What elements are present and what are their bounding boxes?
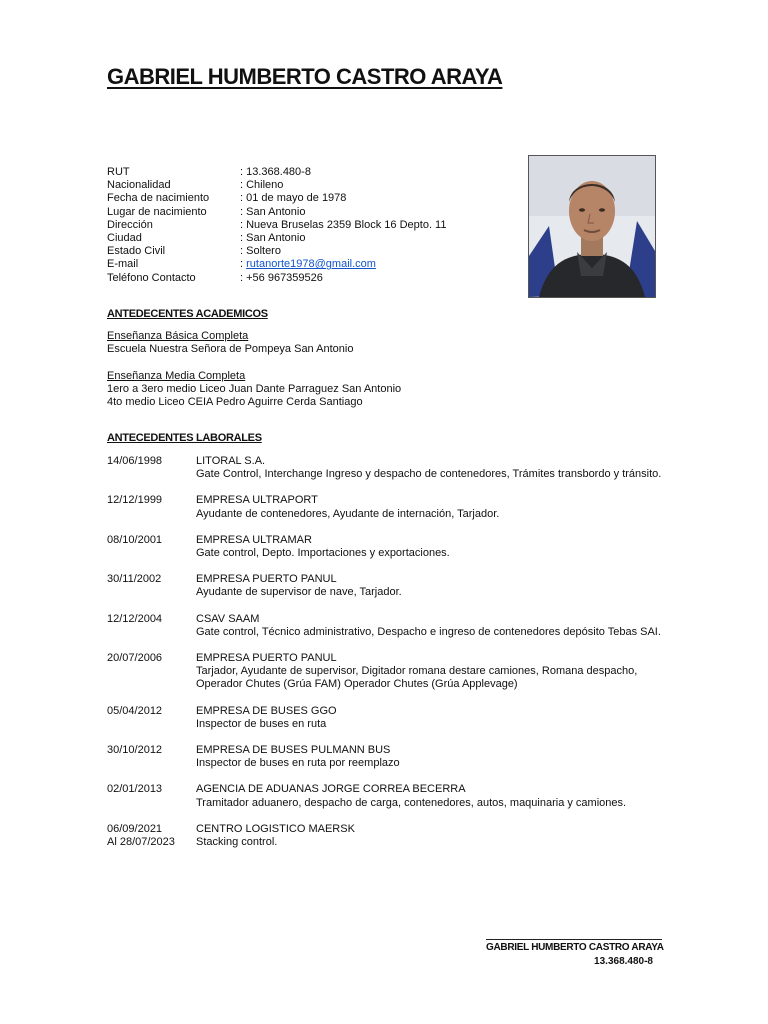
academic-heading: ANTEDECENTES ACADEMICOS (107, 308, 268, 320)
job-company: AGENCIA DE ADUANAS JORGE CORREA BECERRA (196, 783, 466, 796)
job-body (196, 823, 676, 849)
job-detail: Tarjador, Ayudante de supervisor, Digitador romana destare camiones, Romana despacho, (196, 665, 638, 678)
job-entry (107, 783, 676, 809)
job-detail: Ayudante de supervisor de nave, Tarjador. (196, 586, 402, 599)
job-body (196, 494, 676, 520)
info-value: : 01 de mayo de 1978 (240, 192, 347, 205)
job-entry (107, 652, 676, 692)
job-date: 30/11/2002 (107, 573, 162, 586)
job-entry (107, 744, 676, 770)
info-value: : Soltero (240, 245, 281, 258)
job-body (196, 705, 676, 731)
info-row-ciudad (107, 232, 446, 245)
job-body (196, 534, 676, 560)
job-entry (107, 534, 676, 560)
info-row-fecha-nacimiento (107, 192, 446, 205)
job-entry (107, 494, 676, 520)
job-detail: Stacking control. (196, 836, 278, 849)
info-label: Teléfono Contacto (107, 271, 196, 284)
profile-photo (528, 155, 656, 298)
job-detail: Inspector de buses en ruta (196, 717, 327, 730)
secondary-education-heading: Enseñanza Media Completa (107, 369, 246, 382)
job-date: 14/06/1998 (107, 455, 163, 467)
job-detail: Ayudante de contenedores, Ayudante de internación, Tarjador. (196, 507, 500, 520)
job-company: EMPRESA DE BUSES PULMANN BUS (196, 744, 391, 757)
job-date: 30/10/2012 (107, 744, 163, 757)
info-value: : +56 967359526 (240, 271, 323, 284)
info-value: : Nueva Bruselas 2359 Block 16 Depto. 11 (240, 218, 447, 231)
job-entry (107, 455, 676, 481)
info-label: Ciudad (107, 232, 142, 245)
work-section-heading-wrap (107, 432, 262, 445)
academic-section (107, 308, 401, 409)
job-body (196, 613, 676, 639)
info-value: : San Antonio (240, 205, 306, 218)
job-body (196, 744, 676, 770)
job-detail: Inspector de buses en ruta por reemplazo (196, 757, 400, 770)
info-label: E-mail (107, 258, 139, 271)
info-label: Lugar de nacimiento (107, 205, 207, 218)
job-detail: Operador Chutes (Grúa FAM) Operador Chutes (Grúa Applevage) (196, 678, 518, 691)
signature-name: GABRIEL HUMBERTO CASTRO ARAYA (486, 942, 664, 953)
portrait-image (529, 156, 655, 297)
info-label: Estado Civil (107, 245, 166, 258)
signature-rut: 13.368.480-8 (594, 956, 653, 967)
job-company: CSAV SAAM (196, 612, 260, 625)
job-date: 06/09/2021 Al 28/07/2023 (107, 823, 196, 849)
job-entry (107, 613, 676, 639)
job-date: 02/01/2013 (107, 783, 163, 796)
info-label: Nacionalidad (107, 179, 171, 192)
job-company: EMPRESA PUERTO PANUL (196, 652, 337, 665)
info-label: Dirección (107, 218, 153, 231)
job-date: 20/07/2006 (107, 652, 163, 665)
job-date: 12/12/1999 (107, 494, 163, 507)
job-detail: Gate control, Depto. Importaciones y exportaciones. (196, 547, 450, 560)
work-history (107, 455, 676, 862)
job-detail: Gate Control, Interchange Ingreso y despacho de contenedores, Trámites transbordo y tránsito. (196, 468, 662, 481)
job-company: EMPRESA ULTRAMAR (196, 533, 312, 546)
secondary-education-line: 1ero a 3ero medio Liceo Juan Dante Parraguez San Antonio (107, 382, 402, 395)
info-label: Fecha de nacimiento (107, 192, 210, 205)
info-row-direccion (107, 219, 446, 232)
job-body (196, 573, 676, 599)
email-link[interactable]: rutanorte1978@gmail.com (246, 258, 376, 271)
signature-line (486, 939, 662, 940)
job-date: 12/12/2004 (107, 612, 163, 625)
job-company: EMPRESA PUERTO PANUL (196, 573, 337, 586)
info-row-telefono (107, 272, 446, 285)
job-detail: Gate control, Técnico administrativo, Despacho e ingreso de contenedores depósito Tebas SAI. (196, 625, 661, 638)
info-row-rut (107, 166, 446, 179)
basic-education-school: Escuela Nuestra Señora de Pompeya San Antonio (107, 343, 354, 356)
job-company: EMPRESA ULTRAPORT (196, 494, 318, 507)
job-entry (107, 823, 676, 849)
job-body (196, 652, 676, 692)
info-row-estado-civil (107, 245, 446, 258)
job-date: 08/10/2001 (107, 533, 163, 546)
job-date: 05/04/2012 (107, 704, 163, 717)
work-heading: ANTECEDENTES LABORALES (107, 432, 262, 444)
info-row-lugar-nacimiento (107, 206, 446, 219)
info-value (240, 258, 376, 271)
personal-info (107, 166, 446, 285)
job-body (196, 455, 676, 481)
job-company: LITORAL S.A. (196, 455, 266, 467)
basic-education-heading: Enseñanza Básica Completa (107, 330, 249, 343)
page-title: GABRIEL HUMBERTO CASTRO ARAYA (107, 64, 503, 89)
secondary-education-line: 4to medio Liceo CEIA Pedro Aguirre Cerda Santiago (107, 396, 363, 409)
job-entry (107, 705, 676, 731)
info-row-nacionalidad (107, 179, 446, 192)
job-date-end: Al 28/07/2023 (107, 836, 175, 849)
job-detail: Tramitador aduanero, despacho de carga, contenedores, autos, maquinaria y camiones. (196, 796, 627, 809)
job-company: EMPRESA DE BUSES GGO (196, 704, 337, 717)
job-entry (107, 573, 676, 599)
job-body (196, 783, 676, 809)
info-row-email (107, 258, 446, 271)
info-label: RUT (107, 166, 130, 178)
info-value: : Chileno (240, 179, 284, 192)
job-company: CENTRO LOGISTICO MAERSK (196, 822, 355, 835)
info-value: : San Antonio (240, 232, 306, 245)
info-value: : 13.368.480-8 (240, 166, 311, 178)
email-prefix: : (240, 258, 247, 271)
